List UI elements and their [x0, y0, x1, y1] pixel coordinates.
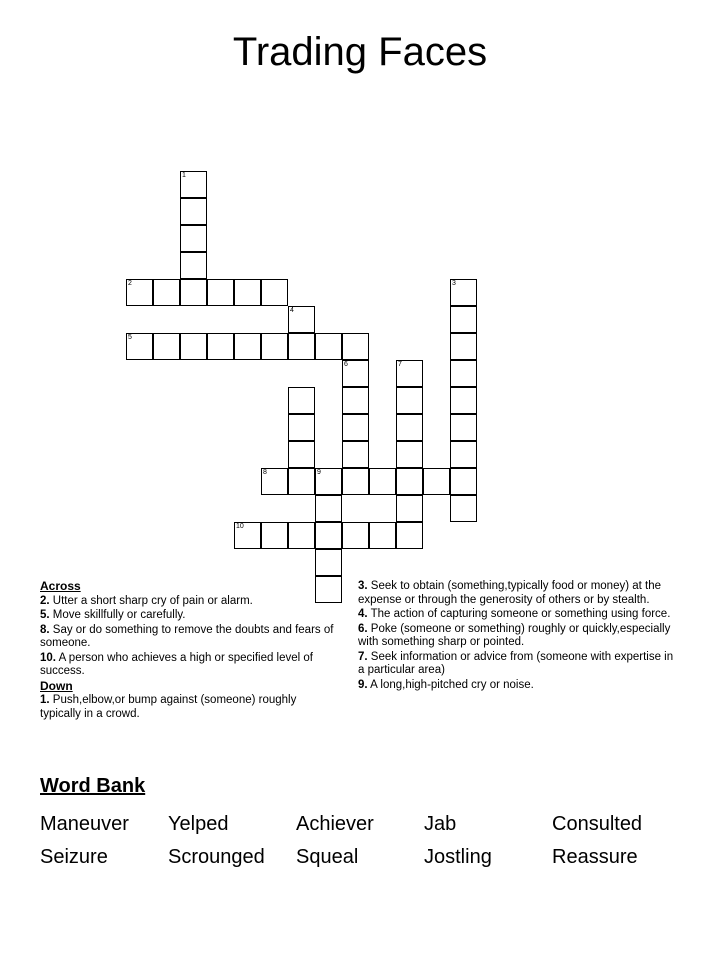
crossword-cell[interactable] — [396, 441, 423, 468]
crossword-cell[interactable] — [450, 279, 477, 306]
crossword-cell[interactable] — [342, 468, 369, 495]
crossword-cell[interactable] — [450, 468, 477, 495]
cell-number: 7 — [398, 361, 402, 368]
crossword-cell[interactable] — [450, 495, 477, 522]
crossword-cell[interactable] — [261, 468, 288, 495]
clue-text: A long,high-pitched cry or noise. — [370, 678, 534, 691]
crossword-cell[interactable] — [288, 387, 315, 414]
clue-number: 5. — [40, 609, 50, 621]
clue-number: 4. — [358, 608, 368, 620]
cell-number: 2 — [128, 280, 132, 287]
clue-number: 8. — [40, 623, 50, 636]
crossword-cell[interactable] — [261, 279, 288, 306]
crossword-cell[interactable] — [450, 441, 477, 468]
clue-across-10 — [40, 652, 340, 679]
clue-down-4 — [358, 608, 678, 622]
crossword-cell[interactable] — [180, 333, 207, 360]
clue-down-3 — [358, 580, 678, 607]
word-bank-item: Consulted — [552, 813, 643, 835]
clue-across-8 — [40, 624, 340, 651]
crossword-cell[interactable] — [234, 279, 261, 306]
crossword-cell[interactable] — [342, 360, 369, 387]
crossword-cell[interactable] — [126, 333, 153, 360]
crossword-cell[interactable] — [207, 333, 234, 360]
clue-number: 6. — [358, 622, 368, 635]
clue-across-2 — [40, 595, 340, 609]
crossword-cell[interactable] — [342, 414, 369, 441]
crossword-cell[interactable] — [315, 549, 342, 576]
crossword-cell[interactable] — [396, 495, 423, 522]
down-heading: Down — [40, 678, 73, 693]
cell-number: 8 — [263, 469, 267, 476]
crossword-cell[interactable] — [180, 279, 207, 306]
crossword-cell[interactable] — [342, 387, 369, 414]
crossword-cell[interactable] — [450, 414, 477, 441]
crossword-cell[interactable] — [153, 333, 180, 360]
crossword-cell[interactable] — [315, 522, 342, 549]
word-bank-item: Maneuver — [40, 813, 129, 835]
word-bank-item: Yelped — [168, 813, 229, 835]
crossword-cell[interactable] — [288, 468, 315, 495]
clue-text: Push,elbow,or bump against (someone) roughly typically in a crowd. — [40, 694, 297, 720]
clue-text: Say or do something to remove the doubts and fears of someone. — [40, 623, 334, 649]
crossword-cell[interactable] — [342, 441, 369, 468]
crossword-cell[interactable] — [396, 387, 423, 414]
clue-down-6 — [358, 623, 678, 650]
crossword-cell[interactable] — [126, 279, 153, 306]
crossword-cell[interactable] — [369, 468, 396, 495]
word-bank-item: Squeal — [296, 846, 359, 868]
across-heading: Across — [40, 579, 81, 593]
word-bank-item: Jab — [424, 813, 457, 835]
crossword-cell[interactable] — [288, 522, 315, 549]
clue-text: Seek information or advice from (someone with expertise in a particular area) — [358, 650, 674, 676]
word-bank — [40, 808, 680, 874]
crossword-cell[interactable] — [288, 414, 315, 441]
word-bank-heading: Word Bank — [40, 775, 146, 797]
crossword-grid — [0, 75, 720, 535]
cell-number: 4 — [290, 307, 294, 314]
clue-number: 10. — [40, 651, 56, 664]
crossword-cell[interactable] — [342, 522, 369, 549]
crossword-cell[interactable] — [180, 171, 207, 198]
clue-down-9 — [358, 679, 678, 693]
cell-number: 10 — [236, 523, 244, 530]
clues-left-column — [40, 580, 340, 722]
word-bank-item: Seizure — [40, 846, 108, 868]
clue-number: 1. — [40, 694, 50, 706]
crossword-cell[interactable] — [288, 306, 315, 333]
clue-text: The action of capturing someone or something using force. — [370, 608, 671, 620]
crossword-cell[interactable] — [315, 495, 342, 522]
cell-number: 9 — [317, 469, 321, 476]
word-bank-row — [40, 841, 680, 874]
cell-number: 5 — [128, 334, 132, 341]
clue-down-7 — [358, 651, 678, 678]
clue-number: 2. — [40, 594, 50, 607]
crossword-cell[interactable] — [261, 522, 288, 549]
cell-number: 6 — [344, 361, 348, 368]
crossword-cell[interactable] — [153, 279, 180, 306]
clue-text: Utter a short sharp cry of pain or alarm. — [52, 594, 253, 607]
word-bank-item: Reassure — [552, 846, 638, 868]
crossword-cell[interactable] — [450, 333, 477, 360]
clue-text: Poke (someone or something) roughly or quickly,especially with something sharp or pointed. — [358, 622, 671, 648]
crossword-cell[interactable] — [450, 387, 477, 414]
clue-text: Move skillfully or carefully. — [52, 609, 186, 621]
word-bank-item: Jostling — [424, 846, 492, 868]
crossword-cell[interactable] — [423, 468, 450, 495]
clue-number: 9. — [358, 678, 368, 691]
clue-text: A person who achieves a high or specified level of success. — [40, 651, 313, 677]
crossword-cell[interactable] — [396, 468, 423, 495]
word-bank-item: Achiever — [296, 813, 374, 835]
clue-number: 7. — [358, 650, 368, 663]
clue-across-5 — [40, 609, 340, 623]
word-bank-item: Scrounged — [168, 846, 265, 868]
clue-text: Seek to obtain (something,typically food or money) at the expense or through the generosity of others or by stealth. — [358, 580, 662, 606]
crossword-cell[interactable] — [450, 306, 477, 333]
crossword-cell[interactable] — [261, 333, 288, 360]
crossword-cell[interactable] — [207, 279, 234, 306]
crossword-cell[interactable] — [315, 333, 342, 360]
word-bank-row — [40, 808, 680, 841]
crossword-cell[interactable] — [342, 333, 369, 360]
clue-down-1 — [40, 694, 340, 721]
crossword-cell[interactable] — [180, 225, 207, 252]
crossword-cell[interactable] — [288, 441, 315, 468]
crossword-cell[interactable] — [234, 333, 261, 360]
cell-number: 1 — [182, 172, 186, 179]
crossword-cell[interactable] — [288, 333, 315, 360]
clue-number: 3. — [358, 580, 368, 592]
crossword-cell[interactable] — [234, 522, 261, 549]
crossword-cell[interactable] — [315, 468, 342, 495]
crossword-cell[interactable] — [450, 360, 477, 387]
clues-section — [0, 580, 720, 770]
crossword-cell[interactable] — [396, 414, 423, 441]
crossword-cell[interactable] — [369, 522, 396, 549]
crossword-cell[interactable] — [180, 198, 207, 225]
crossword-cell[interactable] — [180, 252, 207, 279]
page-title: Trading Faces — [232, 30, 488, 74]
cell-number: 3 — [452, 280, 456, 287]
crossword-cell[interactable] — [396, 522, 423, 549]
clues-right-column — [358, 580, 678, 693]
crossword-cell[interactable] — [396, 360, 423, 387]
